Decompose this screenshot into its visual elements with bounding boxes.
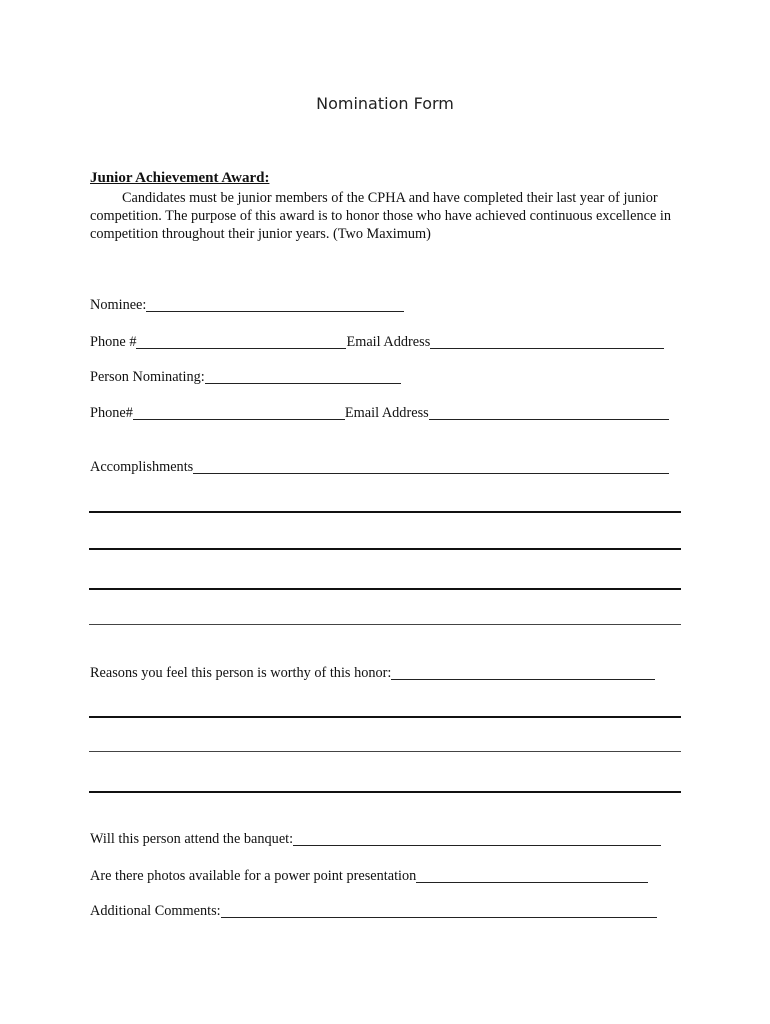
nominee-label: Nominee: bbox=[90, 297, 147, 313]
reasons-row bbox=[90, 662, 655, 682]
reasons-line[interactable] bbox=[89, 791, 681, 793]
phone-label: Phone # bbox=[90, 334, 137, 350]
nominator-contact-row bbox=[90, 402, 669, 422]
nominee-row bbox=[90, 294, 404, 314]
reasons-line[interactable] bbox=[89, 751, 681, 752]
comments-label: Additional Comments: bbox=[90, 903, 221, 919]
accomplishments-line[interactable] bbox=[89, 548, 681, 550]
reasons-line[interactable] bbox=[89, 716, 681, 718]
photos-field[interactable] bbox=[416, 868, 648, 883]
award-heading: Junior Achievement Award: bbox=[90, 170, 270, 186]
nominator-row bbox=[90, 366, 401, 386]
form-title: Nomination Form bbox=[316, 94, 454, 113]
reasons-field[interactable] bbox=[391, 665, 655, 680]
accomplishments-line[interactable] bbox=[89, 511, 681, 513]
comments-row bbox=[90, 900, 657, 920]
nominator-email-label: Email Address bbox=[344, 405, 429, 421]
banquet-label: Will this person attend the banquet: bbox=[90, 831, 294, 847]
award-description: Candidates must be junior members of the CPHA and have completed their last year of junior competition. The purpose of this award is to honor those who have achieved continuous excellence in competition throughout their junior years. (Two Maximum) bbox=[90, 190, 671, 242]
nominee-field[interactable] bbox=[146, 297, 404, 312]
accomplishments-row bbox=[90, 456, 669, 476]
accomplishments-line[interactable] bbox=[89, 588, 681, 590]
nominator-email-field[interactable] bbox=[429, 405, 669, 420]
phone-field[interactable] bbox=[136, 334, 346, 349]
email-label: Email Address bbox=[346, 334, 431, 350]
photos-row bbox=[90, 865, 648, 885]
person-nominating-field[interactable] bbox=[205, 369, 401, 384]
accomplishments-line[interactable] bbox=[89, 624, 681, 625]
reasons-label: Reasons you feel this person is worthy of this honor: bbox=[90, 665, 392, 681]
comments-field[interactable] bbox=[221, 903, 657, 918]
banquet-field[interactable] bbox=[293, 831, 661, 846]
accomplishments-field[interactable] bbox=[193, 459, 669, 474]
person-nominating-label: Person Nominating: bbox=[90, 369, 205, 385]
accomplishments-label: Accomplishments bbox=[90, 459, 194, 475]
nominee-contact-row bbox=[90, 331, 664, 351]
email-field[interactable] bbox=[430, 334, 664, 349]
nominator-phone-label: Phone# bbox=[90, 405, 133, 421]
banquet-row bbox=[90, 828, 661, 848]
nominator-phone-field[interactable] bbox=[133, 405, 345, 420]
photos-label: Are there photos available for a power point presentation bbox=[90, 868, 417, 884]
